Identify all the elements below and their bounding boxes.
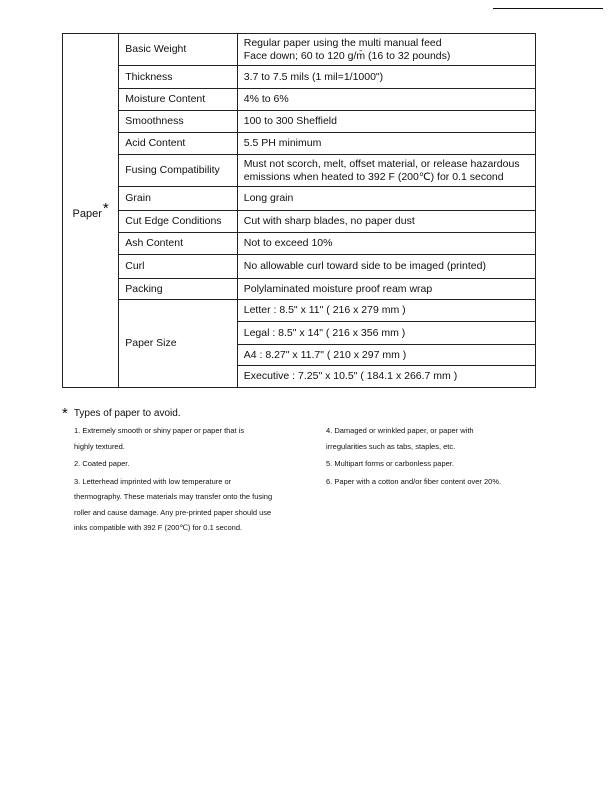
prop-curl: Curl xyxy=(119,255,238,279)
value-smoothness: 100 to 300 Sheffield xyxy=(237,111,535,133)
value-size-legal: Legal : 8.5" x 14" ( 216 x 356 mm ) xyxy=(237,322,535,345)
table-row xyxy=(63,66,536,89)
prop-packing: Packing xyxy=(119,279,238,300)
item-first-line: 5. Multipart forms or carbonless paper. xyxy=(326,459,454,468)
prop-paper-size: Paper Size xyxy=(119,300,238,388)
prop-basic-weight: Basic Weight xyxy=(119,34,238,66)
item-first-line: 1. Extremely smooth or shiny paper or paper that is xyxy=(74,426,245,435)
prop-ash-content: Ash Content xyxy=(119,233,238,255)
list-item xyxy=(326,456,556,472)
list-item xyxy=(74,474,286,536)
value-line: emissions when heated to 392 F (200℃) for 0.1 second xyxy=(243,170,504,183)
value-fusing-compatibility xyxy=(237,155,535,187)
paper-spec-table xyxy=(62,33,536,388)
item-continuation: highly textured. xyxy=(74,441,125,451)
list-item xyxy=(326,474,556,490)
table-row xyxy=(63,233,536,255)
value-cut-edge-conditions: Cut with sharp blades, no paper dust xyxy=(237,211,535,233)
table-row xyxy=(63,155,536,187)
value-grain: Long grain xyxy=(237,187,535,211)
value-line: Face down; 60 to 120 g/m̄ (16 to 32 pounds) xyxy=(243,49,451,62)
item-continuation: thermography. These materials may transfer onto the fusing roller and cause damage. Any pre-printed paper should use inks compatible with 392 F (200℃) for 0.1 second. xyxy=(74,492,273,532)
value-thickness: 3.7 to 7.5 mils (1 mil=1/1000") xyxy=(237,66,535,89)
value-curl: No allowable curl toward side to be imaged (printed) xyxy=(237,255,535,279)
value-size-a4: A4 : 8.27" x 11.7" ( 210 x 297 mm ) xyxy=(237,345,535,366)
asterisk-icon: * xyxy=(62,405,68,422)
value-line: Regular paper using the multi manual feed xyxy=(243,36,442,49)
notes-heading-text: Types of paper to avoid. xyxy=(73,408,181,419)
value-size-letter: Letter : 8.5" x 11" ( 216 x 279 mm ) xyxy=(237,300,535,322)
item-first-line: 2. Coated paper. xyxy=(74,459,130,468)
prop-cut-edge-conditions: Cut Edge Conditions xyxy=(119,211,238,233)
paper-group-cell xyxy=(63,34,119,388)
item-continuation: irregularities such as tabs, staples, etc. xyxy=(326,441,456,451)
table-row xyxy=(63,187,536,211)
prop-thickness: Thickness xyxy=(119,66,238,89)
value-size-executive: Executive : 7.25" x 10.5" ( 184.1 x 266.7 mm ) xyxy=(237,366,535,388)
table-row xyxy=(63,133,536,155)
value-basic-weight xyxy=(237,34,535,66)
value-ash-content: Not to exceed 10% xyxy=(237,233,535,255)
table-row xyxy=(63,300,536,322)
table-row xyxy=(63,279,536,300)
prop-smoothness: Smoothness xyxy=(119,111,238,133)
table-row xyxy=(63,89,536,111)
table-row xyxy=(63,211,536,233)
avoid-notes xyxy=(62,405,562,532)
header-rule xyxy=(493,8,603,9)
asterisk-icon: * xyxy=(102,199,109,217)
list-item xyxy=(74,423,286,454)
value-packing: Polylaminated moisture proof ream wrap xyxy=(237,279,535,300)
table-row xyxy=(63,255,536,279)
prop-fusing-compatibility: Fusing Compatibility xyxy=(119,155,238,187)
item-first-line: 6. Paper with a cotton and/or fiber content over 20%. xyxy=(326,476,502,486)
notes-left-column xyxy=(74,423,286,538)
value-acid-content: 5.5 PH minimum xyxy=(237,133,535,155)
prop-acid-content: Acid Content xyxy=(119,133,238,155)
prop-moisture-content: Moisture Content xyxy=(119,89,238,111)
notes-right-column xyxy=(326,423,556,491)
value-moisture-content: 4% to 6% xyxy=(237,89,535,111)
list-item xyxy=(74,456,286,472)
table-row xyxy=(63,111,536,133)
value-line: Must not scorch, melt, offset material, or release hazardous xyxy=(243,157,520,170)
notes-heading xyxy=(62,405,562,422)
item-first-line: 4. Damaged or wrinkled paper, or paper with xyxy=(326,426,474,435)
table-row xyxy=(63,34,536,66)
prop-grain: Grain xyxy=(119,187,238,211)
item-first-line: 3. Letterhead imprinted with low temperature or xyxy=(74,476,232,486)
paper-label: Paper xyxy=(72,207,102,220)
list-item xyxy=(326,423,556,454)
